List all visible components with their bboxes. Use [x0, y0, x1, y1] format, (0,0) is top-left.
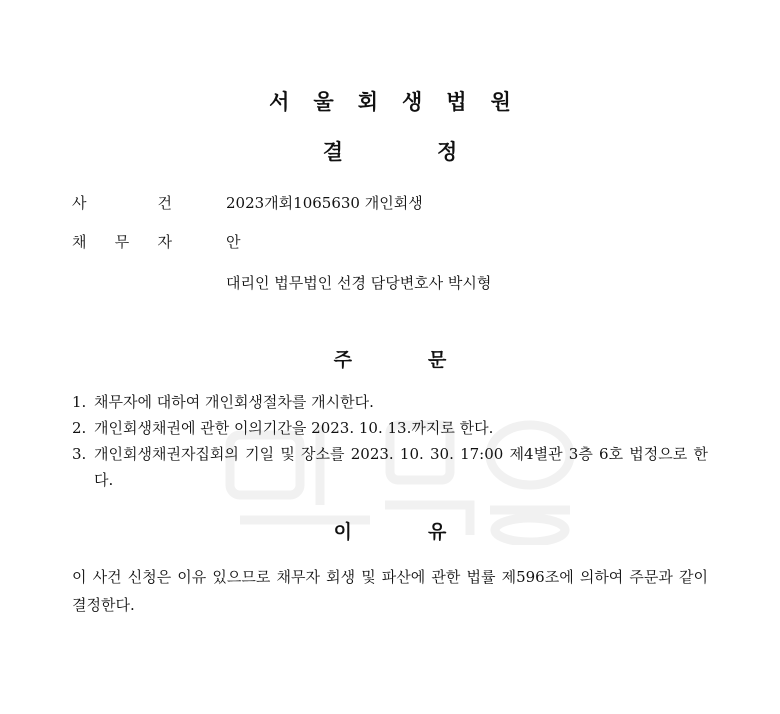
court-name: 서울회생법원 [269, 90, 535, 114]
order-item-text: 개인회생채권에 관한 이의기간을 2023. 10. 13.까지로 한다. [94, 419, 494, 437]
case-label [72, 192, 172, 213]
reason-text: 이 사건 신청은 이유 있으므로 채무자 회생 및 파산에 관한 법률 제596조에 의하여 주문과 같이 결정한다. [72, 568, 708, 614]
order-item-text: 개인회생채권자집회의 기일 및 장소를 2023. 10. 30. 17:00 제4별관 3층 6호 법정으로 한다. [94, 445, 708, 489]
order-item-number: 2. [72, 419, 87, 437]
label-char: 사 [72, 194, 87, 212]
order-item-text: 채무자에 대하여 개인회생절차를 개시한다. [94, 393, 374, 411]
label-char: 건 [157, 194, 172, 212]
legal-agent: 대리인 법무법인 선경 담당변호사 박시형 [226, 274, 492, 292]
label-char: 무 [114, 233, 130, 251]
debtor-name: 안 [226, 233, 241, 251]
label-char: 채 [72, 233, 87, 251]
order-item-number: 3. [72, 445, 87, 463]
order-item [72, 441, 708, 493]
order-heading: 주문 [333, 349, 523, 371]
label-char: 자 [157, 233, 172, 251]
reason-heading: 이유 [333, 521, 523, 543]
case-number: 2023개회1065630 개인회생 [226, 194, 423, 212]
document-type-title: 결정 [322, 140, 552, 164]
order-list [72, 389, 708, 493]
order-item-number: 1. [72, 393, 87, 411]
order-item [72, 415, 708, 441]
debtor-label [72, 231, 172, 252]
order-item [72, 389, 708, 415]
